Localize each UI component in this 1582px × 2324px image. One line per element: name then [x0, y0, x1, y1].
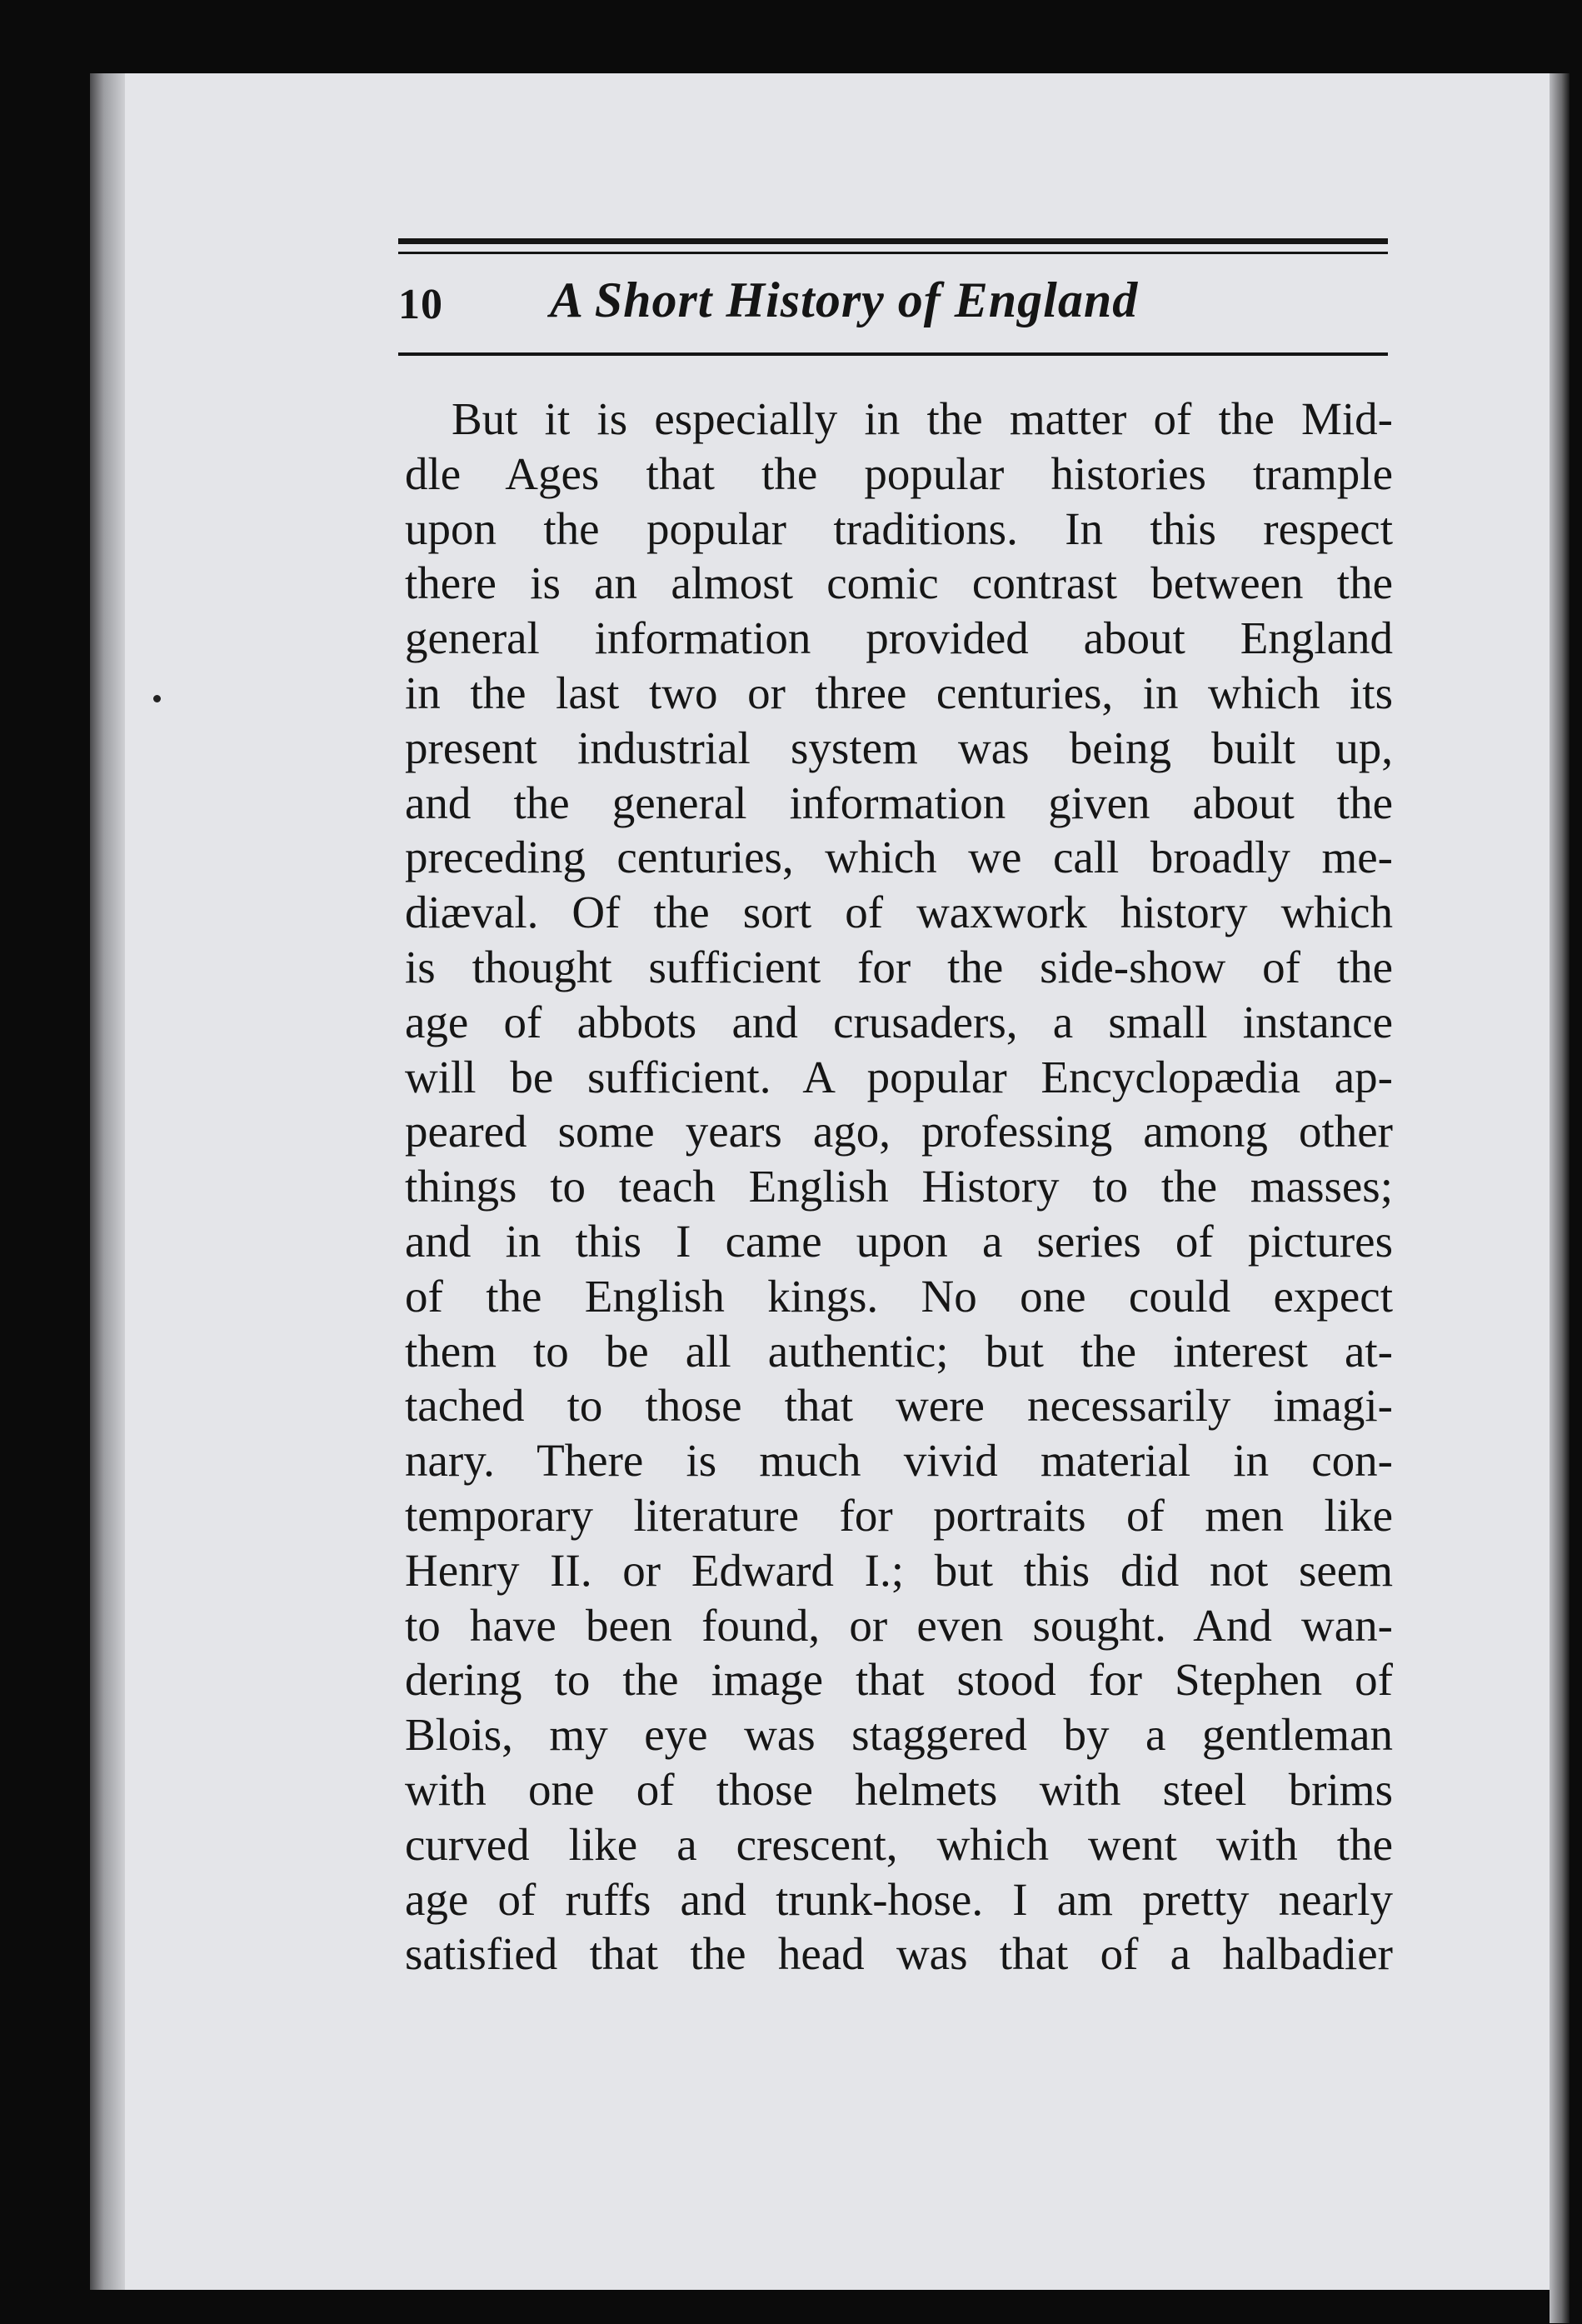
text-line: diæval. Of the sort of waxwork history which [405, 887, 1393, 938]
header-rule-thin [398, 252, 1388, 254]
text-line: and the general information given about the [405, 777, 1393, 828]
text-line: will be sufficient. A popular Encyclopædia ap- [405, 1051, 1393, 1102]
text-line: present industrial system was being built up, [405, 722, 1393, 773]
page-edge-shadow [1550, 73, 1570, 2323]
text-line: But it is especially in the matter of the Mid- [452, 393, 1393, 444]
text-line: Blois, my eye was staggered by a gentleman [405, 1709, 1393, 1761]
header-rule-thick [398, 238, 1388, 244]
page-number: 10 [398, 281, 443, 328]
text-line: there is an almost comic contrast between the [405, 557, 1393, 609]
text-line: curved like a crescent, which went with the [405, 1818, 1393, 1870]
running-head [398, 272, 1388, 338]
text-line: temporary literature for portraits of men like [405, 1489, 1393, 1541]
text-line: is thought sufficient for the side-show of the [405, 941, 1393, 992]
text-line: upon the popular traditions. In this respect [405, 502, 1393, 554]
text-line: age of abbots and crusaders, a small instance [405, 996, 1393, 1047]
book-title: A Short History of England [550, 272, 1139, 327]
text-line: of the English kings. No one could expect [405, 1270, 1393, 1322]
header-rule-bottom [398, 352, 1388, 356]
text-line: dle Ages that the popular histories trample [405, 447, 1393, 499]
page-gutter-shadow [90, 73, 125, 2290]
text-line: dering to the image that stood for Stephen of [405, 1654, 1393, 1706]
scan-speck [153, 695, 161, 702]
text-line: general information provided about England [405, 612, 1393, 664]
text-line: preceding centuries, which we call broadly me- [405, 832, 1393, 883]
text-line: to have been found, or even sought. And wan- [405, 1599, 1393, 1651]
text-line: them to be all authentic; but the interest at- [405, 1325, 1393, 1377]
text-line: nary. There is much vivid material in con- [405, 1435, 1393, 1487]
text-line: satisfied that the head was that of a halbadier [405, 1928, 1393, 1980]
text-line: age of ruffs and trunk-hose. I am pretty nearly [405, 1873, 1393, 1925]
text-line: tached to those that were necessarily imagi- [405, 1380, 1393, 1432]
body-text [405, 392, 1393, 1982]
text-line: with one of those helmets with steel brims [405, 1763, 1393, 1815]
text-line: peared some years ago, professing among other [405, 1106, 1393, 1157]
text-line: in the last two or three centuries, in which its [405, 667, 1393, 718]
text-line: and in this I came upon a series of pictures [405, 1215, 1393, 1267]
text-line: Henry II. or Edward I.; but this did not seem [405, 1544, 1393, 1596]
text-line: things to teach English History to the masses; [405, 1161, 1393, 1212]
